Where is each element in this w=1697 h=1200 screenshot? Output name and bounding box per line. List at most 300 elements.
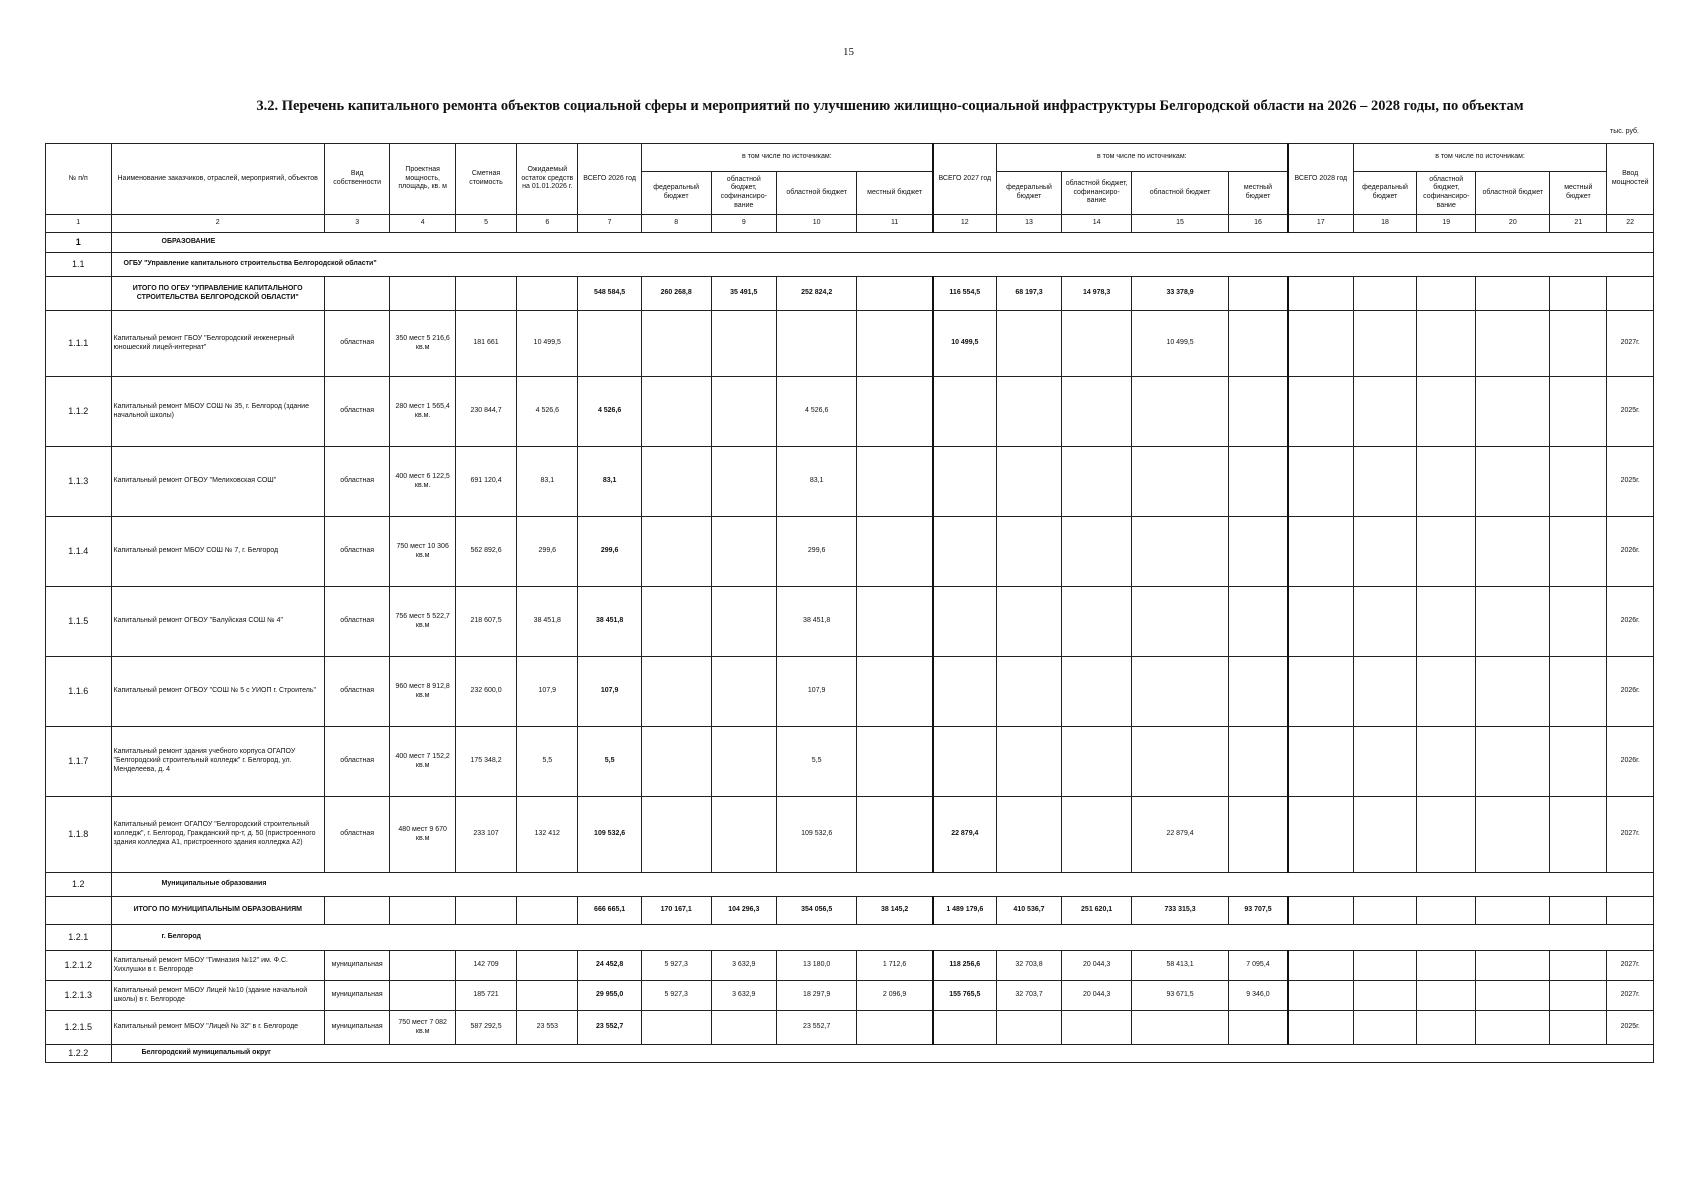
cell-col-5: 142 709 bbox=[455, 951, 516, 981]
cell-col-22: 2026г. bbox=[1607, 657, 1654, 727]
table-body bbox=[46, 233, 1654, 1063]
col-number: 22 bbox=[1607, 215, 1654, 233]
cell-col-7 bbox=[578, 311, 641, 377]
cell-col-11 bbox=[857, 517, 933, 587]
cell-col-17 bbox=[1288, 377, 1354, 447]
cell-col-4: 960 мест 8 912,8 кв.м bbox=[390, 657, 456, 727]
table-row bbox=[46, 587, 1654, 657]
cell-col-8 bbox=[641, 657, 711, 727]
cell-col-3 bbox=[324, 897, 390, 925]
header-commissioning: Ввод мощностей bbox=[1607, 144, 1654, 215]
col-number: 13 bbox=[996, 215, 1062, 233]
cell-col-19 bbox=[1417, 587, 1476, 657]
cell-col-22: 2025г. bbox=[1607, 377, 1654, 447]
header-local-2027: местный бюджет bbox=[1229, 172, 1288, 215]
cell-col-17 bbox=[1288, 797, 1354, 873]
row-number bbox=[46, 897, 112, 925]
cell-col-16 bbox=[1229, 377, 1288, 447]
cell-col-13: 68 197,3 bbox=[996, 277, 1062, 311]
cell-col-21 bbox=[1550, 657, 1607, 727]
cell-col-6 bbox=[517, 897, 578, 925]
total-label: ИТОГО ПО ОГБУ "УПРАВЛЕНИЕ КАПИТАЛЬНОГО СТРОИТЕЛЬСТВА БЕЛГОРОДСКОЙ ОБЛАСТИ" bbox=[111, 277, 324, 311]
table-row bbox=[46, 517, 1654, 587]
cell-col-21 bbox=[1550, 377, 1607, 447]
section-row bbox=[46, 253, 1654, 277]
cell-col-22: 2027г. bbox=[1607, 311, 1654, 377]
cell-col-14: 14 978,3 bbox=[1062, 277, 1132, 311]
cell-col-14 bbox=[1062, 657, 1132, 727]
cell-col-21 bbox=[1550, 277, 1607, 311]
cell-col-5 bbox=[455, 277, 516, 311]
cell-col-7: 548 584,5 bbox=[578, 277, 641, 311]
cell-col-3: областная bbox=[324, 657, 390, 727]
cell-col-3: областная bbox=[324, 587, 390, 657]
cell-col-12 bbox=[933, 447, 996, 517]
cell-col-6: 38 451,8 bbox=[517, 587, 578, 657]
cell-col-17 bbox=[1288, 311, 1354, 377]
row-number: 1.2.1.3 bbox=[46, 981, 112, 1011]
cell-col-15: 10 499,5 bbox=[1131, 311, 1228, 377]
table-row bbox=[46, 897, 1654, 925]
cell-col-9 bbox=[711, 657, 777, 727]
cell-col-15: 93 671,5 bbox=[1131, 981, 1228, 1011]
header-fed-2026: федеральный бюджет bbox=[641, 172, 711, 215]
cell-col-3: областная bbox=[324, 377, 390, 447]
cell-col-16: 9 346,0 bbox=[1229, 981, 1288, 1011]
cell-col-4: 756 мест 5 522,7 кв.м bbox=[390, 587, 456, 657]
cell-col-9 bbox=[711, 1011, 777, 1045]
cell-col-22: 2026г. bbox=[1607, 517, 1654, 587]
col-number: 17 bbox=[1288, 215, 1354, 233]
cell-col-21 bbox=[1550, 311, 1607, 377]
capital-repair-table bbox=[45, 143, 1654, 1063]
cell-col-14: 20 044,3 bbox=[1062, 981, 1132, 1011]
cell-col-12 bbox=[933, 657, 996, 727]
cell-col-11 bbox=[857, 377, 933, 447]
header-total-2028: ВСЕГО 2028 год bbox=[1288, 144, 1354, 215]
cell-col-6: 83,1 bbox=[517, 447, 578, 517]
table-row bbox=[46, 981, 1654, 1011]
cell-col-22: 2026г. bbox=[1607, 727, 1654, 797]
cell-col-8 bbox=[641, 727, 711, 797]
cell-col-10: 107,9 bbox=[777, 657, 857, 727]
cell-col-9 bbox=[711, 311, 777, 377]
cell-col-20 bbox=[1476, 727, 1550, 797]
cell-col-22: 2027г. bbox=[1607, 981, 1654, 1011]
table-row bbox=[46, 727, 1654, 797]
col-number: 21 bbox=[1550, 215, 1607, 233]
cell-col-20 bbox=[1476, 797, 1550, 873]
cell-col-12 bbox=[933, 727, 996, 797]
cell-col-16 bbox=[1229, 311, 1288, 377]
cell-col-11 bbox=[857, 447, 933, 517]
cell-col-9 bbox=[711, 377, 777, 447]
cell-col-9 bbox=[711, 587, 777, 657]
section-title: ОБРАЗОВАНИЕ bbox=[111, 233, 1654, 253]
cell-col-9 bbox=[711, 727, 777, 797]
object-name: Капитальный ремонт ОГАПОУ "Белгородский строительный колледж", г. Белгород, Гражданский пр-т, д. 50 (пристроенного здания колледжа А1, пристроенного здания колледжа А2) bbox=[111, 797, 324, 873]
header-total-2026: ВСЕГО 2026 год bbox=[578, 144, 641, 215]
header-sources-2028: в том числе по источникам: bbox=[1353, 144, 1607, 172]
cell-col-3: муниципальная bbox=[324, 1011, 390, 1045]
cell-col-10: 4 526,6 bbox=[777, 377, 857, 447]
cell-col-21 bbox=[1550, 1011, 1607, 1045]
cell-col-14 bbox=[1062, 517, 1132, 587]
cell-col-19 bbox=[1417, 311, 1476, 377]
cell-col-14 bbox=[1062, 311, 1132, 377]
cell-col-7: 107,9 bbox=[578, 657, 641, 727]
cell-col-19 bbox=[1417, 1011, 1476, 1045]
cell-col-22: 2025г. bbox=[1607, 447, 1654, 517]
cell-col-21 bbox=[1550, 517, 1607, 587]
cell-col-13: 32 703,7 bbox=[996, 981, 1062, 1011]
cell-col-20 bbox=[1476, 447, 1550, 517]
cell-col-18 bbox=[1353, 311, 1416, 377]
cell-col-3: областная bbox=[324, 311, 390, 377]
cell-col-5: 232 600,0 bbox=[455, 657, 516, 727]
cell-col-8: 260 268,8 bbox=[641, 277, 711, 311]
cell-col-9 bbox=[711, 797, 777, 873]
cell-col-17 bbox=[1288, 951, 1354, 981]
header-total-2027: ВСЕГО 2027 год bbox=[933, 144, 996, 215]
cell-col-4: 480 мест 9 670 кв.м bbox=[390, 797, 456, 873]
row-number: 1.1.8 bbox=[46, 797, 112, 873]
cell-col-5: 175 348,2 bbox=[455, 727, 516, 797]
cell-col-16 bbox=[1229, 587, 1288, 657]
cell-col-20 bbox=[1476, 1011, 1550, 1045]
cell-col-20 bbox=[1476, 981, 1550, 1011]
cell-col-3: областная bbox=[324, 517, 390, 587]
section-title: г. Белгород bbox=[111, 925, 1654, 951]
cell-col-10: 252 824,2 bbox=[777, 277, 857, 311]
section-row bbox=[46, 873, 1654, 897]
cell-col-18 bbox=[1353, 517, 1416, 587]
object-name: Капитальный ремонт ОГБОУ "Балуйская СОШ № 4" bbox=[111, 587, 324, 657]
cell-col-20 bbox=[1476, 951, 1550, 981]
cell-col-10: 83,1 bbox=[777, 447, 857, 517]
cell-col-15: 33 378,9 bbox=[1131, 277, 1228, 311]
cell-col-20 bbox=[1476, 277, 1550, 311]
section-row bbox=[46, 233, 1654, 253]
header-fed-2027: федеральный бюджет bbox=[996, 172, 1062, 215]
cell-col-8 bbox=[641, 311, 711, 377]
cell-col-16 bbox=[1229, 277, 1288, 311]
cell-col-12: 1 489 179,6 bbox=[933, 897, 996, 925]
col-number: 3 bbox=[324, 215, 390, 233]
object-name: Капитальный ремонт МБОУ Лицей №10 (здание начальной школы) в г. Белгороде bbox=[111, 981, 324, 1011]
cell-col-16 bbox=[1229, 657, 1288, 727]
cell-col-19 bbox=[1417, 377, 1476, 447]
cell-col-12 bbox=[933, 377, 996, 447]
header-oblco-2027: областной бюджет, софинансиро-вание bbox=[1062, 172, 1132, 215]
cell-col-4 bbox=[390, 897, 456, 925]
cell-col-18 bbox=[1353, 377, 1416, 447]
cell-col-15 bbox=[1131, 377, 1228, 447]
cell-col-11 bbox=[857, 311, 933, 377]
col-number: 9 bbox=[711, 215, 777, 233]
cell-col-3: муниципальная bbox=[324, 981, 390, 1011]
cell-col-13 bbox=[996, 797, 1062, 873]
header-name: Наименование заказчиков, отраслей, мероприятий, объектов bbox=[111, 144, 324, 215]
cell-col-8 bbox=[641, 1011, 711, 1045]
table-row bbox=[46, 1011, 1654, 1045]
cell-col-14 bbox=[1062, 1011, 1132, 1045]
header-obl-2028: областной бюджет bbox=[1476, 172, 1550, 215]
row-number: 1.2.2 bbox=[46, 1045, 112, 1063]
cell-col-11: 2 096,9 bbox=[857, 981, 933, 1011]
cell-col-13 bbox=[996, 657, 1062, 727]
cell-col-4: 750 мест 7 082 кв.м bbox=[390, 1011, 456, 1045]
cell-col-10: 299,6 bbox=[777, 517, 857, 587]
cell-col-7: 666 665,1 bbox=[578, 897, 641, 925]
cell-col-7: 4 526,6 bbox=[578, 377, 641, 447]
cell-col-6: 132 412 bbox=[517, 797, 578, 873]
col-number: 5 bbox=[455, 215, 516, 233]
cell-col-7: 83,1 bbox=[578, 447, 641, 517]
cell-col-16 bbox=[1229, 1011, 1288, 1045]
col-number: 18 bbox=[1353, 215, 1416, 233]
cell-col-8 bbox=[641, 587, 711, 657]
col-number: 8 bbox=[641, 215, 711, 233]
cell-col-7: 24 452,8 bbox=[578, 951, 641, 981]
cell-col-3: муниципальная bbox=[324, 951, 390, 981]
header-oblco-2026: областной бюджет, софинансиро-вание bbox=[711, 172, 777, 215]
cell-col-4: 280 мест 1 565,4 кв.м. bbox=[390, 377, 456, 447]
row-number: 1.1 bbox=[46, 253, 112, 277]
cell-col-9: 104 296,3 bbox=[711, 897, 777, 925]
cell-col-15 bbox=[1131, 1011, 1228, 1045]
col-number: 7 bbox=[578, 215, 641, 233]
cell-col-5: 691 120,4 bbox=[455, 447, 516, 517]
cell-col-17 bbox=[1288, 517, 1354, 587]
cell-col-10 bbox=[777, 311, 857, 377]
cell-col-5: 233 107 bbox=[455, 797, 516, 873]
col-number: 12 bbox=[933, 215, 996, 233]
row-number bbox=[46, 277, 112, 311]
page-title: 3.2. Перечень капитального ремонта объектов социальной сферы и мероприятий по улучшению жилищно-социальной инфраструктуры Белгородской области на 2026 – 2028 годы, по объектам bbox=[256, 98, 1524, 114]
cell-col-5: 587 292,5 bbox=[455, 1011, 516, 1045]
cell-col-6: 4 526,6 bbox=[517, 377, 578, 447]
cell-col-19 bbox=[1417, 277, 1476, 311]
cell-col-17 bbox=[1288, 1011, 1354, 1045]
cell-col-6: 299,6 bbox=[517, 517, 578, 587]
cell-col-18 bbox=[1353, 657, 1416, 727]
cell-col-17 bbox=[1288, 727, 1354, 797]
col-number: 1 bbox=[46, 215, 112, 233]
section-title: Белгородский муниципальный округ bbox=[111, 1045, 1654, 1063]
cell-col-21 bbox=[1550, 797, 1607, 873]
cell-col-22 bbox=[1607, 277, 1654, 311]
cell-col-7: 109 532,6 bbox=[578, 797, 641, 873]
object-name: Капитальный ремонт МБОУ СОШ № 7, г. Белгород bbox=[111, 517, 324, 587]
cell-col-18 bbox=[1353, 727, 1416, 797]
cell-col-14 bbox=[1062, 377, 1132, 447]
cell-col-15: 733 315,3 bbox=[1131, 897, 1228, 925]
cell-col-18 bbox=[1353, 1011, 1416, 1045]
cell-col-17 bbox=[1288, 657, 1354, 727]
object-name: Капитальный ремонт ГБОУ "Белгородский инженерный юношеский лицей-интернат" bbox=[111, 311, 324, 377]
total-label: ИТОГО ПО МУНИЦИПАЛЬНЫМ ОБРАЗОВАНИЯМ bbox=[111, 897, 324, 925]
col-number: 20 bbox=[1476, 215, 1550, 233]
cell-col-8: 170 167,1 bbox=[641, 897, 711, 925]
cell-col-15 bbox=[1131, 517, 1228, 587]
header-obl-2027: областной бюджет bbox=[1131, 172, 1228, 215]
cell-col-12: 118 256,6 bbox=[933, 951, 996, 981]
cell-col-6: 10 499,5 bbox=[517, 311, 578, 377]
cell-col-5: 181 661 bbox=[455, 311, 516, 377]
cell-col-4 bbox=[390, 951, 456, 981]
row-number: 1.1.6 bbox=[46, 657, 112, 727]
header-fed-2028: федеральный бюджет bbox=[1353, 172, 1416, 215]
cell-col-13 bbox=[996, 311, 1062, 377]
cell-col-5: 562 892,6 bbox=[455, 517, 516, 587]
cell-col-3: областная bbox=[324, 447, 390, 517]
section-row bbox=[46, 1045, 1654, 1063]
section-title: ОГБУ "Управление капитального строительства Белгородской области" bbox=[111, 253, 1654, 277]
cell-col-19 bbox=[1417, 797, 1476, 873]
cell-col-3: областная bbox=[324, 797, 390, 873]
cell-col-10: 354 056,5 bbox=[777, 897, 857, 925]
cell-col-6: 107,9 bbox=[517, 657, 578, 727]
cell-col-8 bbox=[641, 377, 711, 447]
cell-col-22: 2025г. bbox=[1607, 1011, 1654, 1045]
col-number: 2 bbox=[111, 215, 324, 233]
col-number: 15 bbox=[1131, 215, 1228, 233]
cell-col-21 bbox=[1550, 727, 1607, 797]
cell-col-12: 10 499,5 bbox=[933, 311, 996, 377]
cell-col-4 bbox=[390, 981, 456, 1011]
cell-col-4: 750 мест 10 306 кв.м bbox=[390, 517, 456, 587]
cell-col-8 bbox=[641, 797, 711, 873]
row-number: 1.2.1.5 bbox=[46, 1011, 112, 1045]
cell-col-9: 3 632,9 bbox=[711, 981, 777, 1011]
cell-col-20 bbox=[1476, 311, 1550, 377]
cell-col-8: 5 927,3 bbox=[641, 951, 711, 981]
cell-col-19 bbox=[1417, 981, 1476, 1011]
cell-col-13 bbox=[996, 587, 1062, 657]
cell-col-15 bbox=[1131, 657, 1228, 727]
cell-col-7: 299,6 bbox=[578, 517, 641, 587]
row-number: 1.1.2 bbox=[46, 377, 112, 447]
col-number: 11 bbox=[857, 215, 933, 233]
header-ownership: Вид собственности bbox=[324, 144, 390, 215]
header-local-2026: местный бюджет bbox=[857, 172, 933, 215]
object-name: Капитальный ремонт МБОУ "Лицей № 32" в г. Белгороде bbox=[111, 1011, 324, 1045]
cell-col-10: 5,5 bbox=[777, 727, 857, 797]
cell-col-14: 251 620,1 bbox=[1062, 897, 1132, 925]
cell-col-4: 400 мест 6 122,5 кв.м. bbox=[390, 447, 456, 517]
units-label: тыс. руб. bbox=[1610, 128, 1639, 135]
table-row bbox=[46, 277, 1654, 311]
col-number: 6 bbox=[517, 215, 578, 233]
table-row bbox=[46, 311, 1654, 377]
cell-col-3 bbox=[324, 277, 390, 311]
object-name: Капитальный ремонт ОГБОУ "СОШ № 5 с УИОП г. Строитель" bbox=[111, 657, 324, 727]
cell-col-18 bbox=[1353, 447, 1416, 517]
cell-col-15 bbox=[1131, 587, 1228, 657]
table-row bbox=[46, 447, 1654, 517]
col-number: 19 bbox=[1417, 215, 1476, 233]
cell-col-8 bbox=[641, 517, 711, 587]
cell-col-16: 93 707,5 bbox=[1229, 897, 1288, 925]
cell-col-21 bbox=[1550, 951, 1607, 981]
cell-col-18 bbox=[1353, 277, 1416, 311]
cell-col-14 bbox=[1062, 727, 1132, 797]
cell-col-5: 218 607,5 bbox=[455, 587, 516, 657]
cell-col-10: 13 180,0 bbox=[777, 951, 857, 981]
cell-col-13 bbox=[996, 377, 1062, 447]
cell-col-19 bbox=[1417, 657, 1476, 727]
cell-col-14: 20 044,3 bbox=[1062, 951, 1132, 981]
cell-col-6 bbox=[517, 981, 578, 1011]
cell-col-14 bbox=[1062, 447, 1132, 517]
cell-col-5 bbox=[455, 897, 516, 925]
cell-col-9: 3 632,9 bbox=[711, 951, 777, 981]
cell-col-15: 22 879,4 bbox=[1131, 797, 1228, 873]
cell-col-11: 38 145,2 bbox=[857, 897, 933, 925]
cell-col-7: 38 451,8 bbox=[578, 587, 641, 657]
cell-col-19 bbox=[1417, 951, 1476, 981]
cell-col-16: 7 095,4 bbox=[1229, 951, 1288, 981]
object-name: Капитальный ремонт МБОУ "Гимназия №12" им. Ф.С. Хихлушки в г. Белгороде bbox=[111, 951, 324, 981]
cell-col-15 bbox=[1131, 447, 1228, 517]
cell-col-20 bbox=[1476, 517, 1550, 587]
cell-col-12 bbox=[933, 587, 996, 657]
cell-col-18 bbox=[1353, 951, 1416, 981]
header-remainder: Ожидаемый остаток средств на 01.01.2026 г. bbox=[517, 144, 578, 215]
cell-col-6: 5,5 bbox=[517, 727, 578, 797]
cell-col-6 bbox=[517, 951, 578, 981]
cell-col-6: 23 553 bbox=[517, 1011, 578, 1045]
header-npp: № п/п bbox=[46, 144, 112, 215]
cell-col-16 bbox=[1229, 797, 1288, 873]
cell-col-22: 2027г. bbox=[1607, 797, 1654, 873]
header-local-2028: местный бюджет bbox=[1550, 172, 1607, 215]
cell-col-11 bbox=[857, 797, 933, 873]
cell-col-17 bbox=[1288, 897, 1354, 925]
cell-col-8: 5 927,3 bbox=[641, 981, 711, 1011]
cell-col-20 bbox=[1476, 897, 1550, 925]
cell-col-4 bbox=[390, 277, 456, 311]
cell-col-11 bbox=[857, 657, 933, 727]
col-number: 10 bbox=[777, 215, 857, 233]
cell-col-13 bbox=[996, 447, 1062, 517]
cell-col-7: 29 955,0 bbox=[578, 981, 641, 1011]
cell-col-22: 2026г. bbox=[1607, 587, 1654, 657]
cell-col-11 bbox=[857, 1011, 933, 1045]
cell-col-21 bbox=[1550, 897, 1607, 925]
cell-col-12 bbox=[933, 517, 996, 587]
cell-col-17 bbox=[1288, 981, 1354, 1011]
cell-col-13 bbox=[996, 727, 1062, 797]
row-number: 1.1.1 bbox=[46, 311, 112, 377]
header-sources-2027: в том числе по источникам: bbox=[996, 144, 1288, 172]
cell-col-12: 116 554,5 bbox=[933, 277, 996, 311]
cell-col-13 bbox=[996, 1011, 1062, 1045]
cell-col-22 bbox=[1607, 897, 1654, 925]
cell-col-6 bbox=[517, 277, 578, 311]
cell-col-10: 23 552,7 bbox=[777, 1011, 857, 1045]
cell-col-13: 410 536,7 bbox=[996, 897, 1062, 925]
cell-col-11 bbox=[857, 727, 933, 797]
cell-col-9: 35 491,5 bbox=[711, 277, 777, 311]
cell-col-18 bbox=[1353, 981, 1416, 1011]
row-number: 1.1.5 bbox=[46, 587, 112, 657]
cell-col-18 bbox=[1353, 897, 1416, 925]
cell-col-14 bbox=[1062, 797, 1132, 873]
cell-col-12: 155 765,5 bbox=[933, 981, 996, 1011]
cell-col-3: областная bbox=[324, 727, 390, 797]
